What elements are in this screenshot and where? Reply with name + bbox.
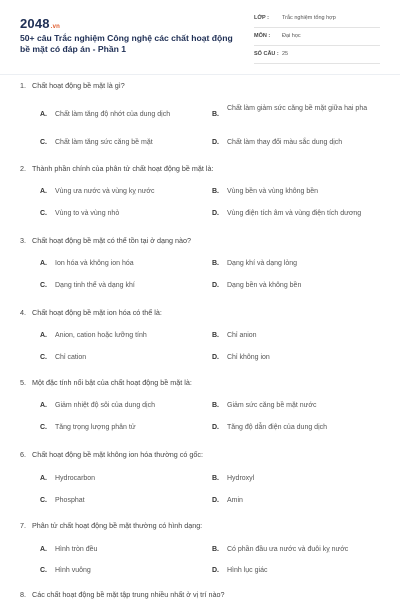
- question-stem: Một đặc tính nổi bật của chất hoạt động bề mặt là:: [32, 378, 192, 387]
- option-letter: A.: [40, 402, 47, 409]
- option-text: Phosphat: [55, 497, 85, 504]
- question-number: 8.: [20, 590, 26, 599]
- option-letter: D.: [212, 354, 219, 361]
- logo-suffix: .vn: [50, 24, 61, 30]
- option-text: Chất làm tăng sức căng bề mặt: [55, 139, 153, 146]
- logo-text: 2048: [20, 16, 50, 31]
- meta-value-class: Trắc nghiệm tổng hợp: [282, 15, 336, 21]
- option-text: Chất làm giảm sức căng bề mặt giữa hai pha: [227, 105, 368, 112]
- option-letter: D.: [212, 210, 219, 217]
- option-letter: C.: [40, 497, 47, 504]
- option-letter: A.: [40, 332, 47, 339]
- question-text: [20, 236, 191, 245]
- document-meta: [254, 12, 380, 66]
- question-stem: Chất hoạt động bề mặt không ion hóa thường có gốc:: [32, 450, 203, 459]
- meta-value-count: 25: [282, 51, 289, 57]
- option-text: Giảm sức căng bề mặt nước: [227, 402, 317, 409]
- option-text: Dạng bền và không bền: [227, 282, 302, 289]
- question-text: [20, 378, 192, 387]
- option-letter: B.: [212, 402, 219, 409]
- option-letter: D.: [212, 567, 219, 574]
- question-text: [20, 590, 225, 599]
- question-text: [20, 164, 213, 173]
- option-text: Tăng trọng lượng phân tử: [55, 424, 136, 431]
- option-text: Vùng điện tích âm và vùng điện tích dương: [227, 210, 362, 217]
- question-stem: Thành phần chính của phân tử chất hoạt động bề mặt là:: [32, 164, 214, 173]
- option-text: Hình tròn đều: [55, 546, 98, 553]
- option-letter: D.: [212, 424, 219, 431]
- option-letter: A.: [40, 475, 47, 482]
- option-text: Chỉ cation: [55, 354, 87, 361]
- option-text: Hydroxyl: [227, 475, 255, 482]
- option-text: Dạng tinh thể và dạng khí: [55, 282, 135, 289]
- option-text: Có phần đầu ưa nước và đuôi kỵ nước: [227, 546, 349, 553]
- meta-label-count: SỐ CÂU :: [254, 51, 279, 57]
- question-text: [20, 308, 162, 317]
- option-letter: B.: [212, 546, 219, 553]
- option-text: Amin: [227, 497, 243, 504]
- option-letter: A.: [40, 260, 47, 267]
- question-text: [20, 521, 202, 530]
- option-letter: B.: [212, 188, 219, 195]
- option-text: Dạng khí và dạng lỏng: [227, 260, 298, 267]
- option-letter: C.: [40, 282, 47, 289]
- option-letter: B.: [212, 111, 219, 118]
- question-text: [20, 450, 203, 459]
- meta-row-subject: [254, 30, 380, 46]
- document-header: [0, 0, 400, 72]
- option-letter: D.: [212, 497, 219, 504]
- option-letter: C.: [40, 139, 47, 146]
- option-letter: B.: [212, 332, 219, 339]
- option-letter: C.: [40, 567, 47, 574]
- option-letter: C.: [40, 354, 47, 361]
- question-stem: Chất hoạt động bề mặt ion hóa có thể là:: [32, 308, 162, 317]
- option-text: Chỉ không ion: [227, 354, 270, 361]
- header-divider: [0, 74, 400, 75]
- option-letter: A.: [40, 546, 47, 553]
- option-letter: D.: [212, 139, 219, 146]
- option-text: Hydrocarbon: [55, 475, 96, 482]
- meta-label-class: LỚP :: [254, 15, 269, 21]
- question-number: 5.: [20, 378, 26, 387]
- question-stem: Chất hoạt động bề mặt là gì?: [32, 81, 125, 90]
- question-stem: Phân tử chất hoạt động bề mặt thường có hình dạng:: [32, 521, 203, 530]
- option-text: Vùng bền và vùng không bền: [227, 188, 319, 195]
- option-text: Anion, cation hoặc lưỡng tính: [55, 332, 147, 339]
- question-number: 1.: [20, 81, 26, 90]
- option-letter: D.: [212, 282, 219, 289]
- option-text: Chất làm thay đổi màu sắc dung dịch: [227, 139, 343, 146]
- option-text: Vùng ưa nước và vùng kỵ nước: [55, 188, 155, 195]
- option-letter: A.: [40, 188, 47, 195]
- option-letter: C.: [40, 424, 47, 431]
- option-text: Vùng to và vùng nhỏ: [55, 210, 120, 217]
- document-title: 50+ câu Trắc nghiệm Công nghệ các chất hoạt động bề mặt có đáp án - Phần 1: [20, 33, 233, 54]
- question-number: 3.: [20, 236, 26, 245]
- option-text: Hình lục giác: [227, 567, 268, 574]
- meta-row-count: [254, 48, 380, 64]
- question-number: 4.: [20, 308, 26, 317]
- option-text: Tăng độ dẫn điện của dung dịch: [227, 424, 328, 431]
- option-letter: A.: [40, 111, 47, 118]
- option-text: Hình vuông: [55, 567, 91, 574]
- option-text: Chỉ anion: [227, 332, 257, 339]
- question-text: [20, 81, 125, 90]
- site-logo[interactable]: [20, 16, 60, 31]
- option-letter: B.: [212, 475, 219, 482]
- question-number: 7.: [20, 521, 26, 530]
- question-stem: Chất hoạt động bề mặt có thể tồn tại ở dạng nào?: [32, 236, 191, 245]
- option-text: Giảm nhiệt độ sôi của dung dịch: [55, 402, 156, 409]
- meta-label-subject: MÔN :: [254, 33, 271, 39]
- meta-value-subject: Đại học: [282, 33, 301, 39]
- option-text: Chất làm tăng độ nhớt của dung dịch: [55, 111, 171, 118]
- meta-row-class: [254, 12, 380, 28]
- option-letter: B.: [212, 260, 219, 267]
- question-number: 2.: [20, 164, 26, 173]
- option-letter: C.: [40, 210, 47, 217]
- question-number: 6.: [20, 450, 26, 459]
- question-stem: Các chất hoạt động bề mặt tập trung nhiều nhất ở vị trí nào?: [32, 590, 225, 599]
- option-text: Ion hóa và không ion hóa: [55, 260, 134, 267]
